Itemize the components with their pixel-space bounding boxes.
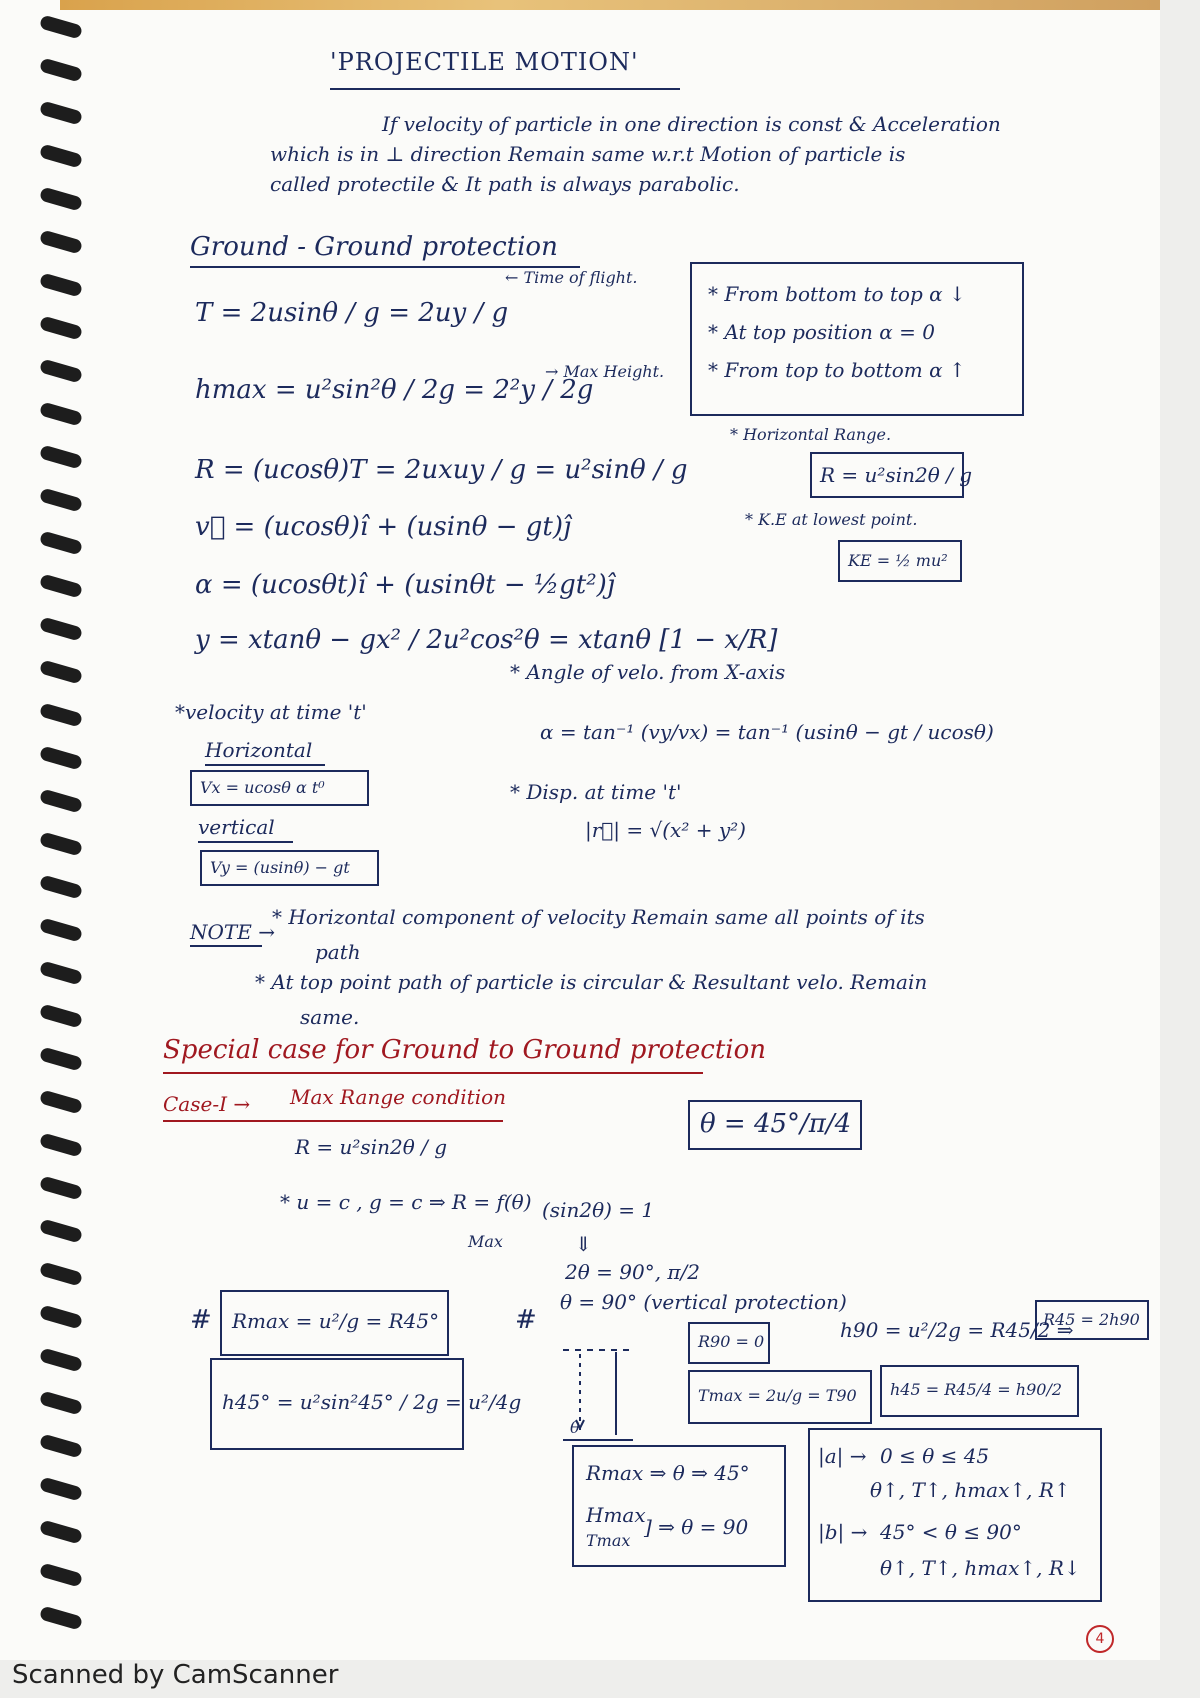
angle-cases-box (808, 1428, 1102, 1602)
binding-ring (39, 960, 83, 985)
section-heading: Ground - Ground protection (190, 232, 558, 262)
case-a-result: θ↑, T↑, hmax↑, R↑ (870, 1478, 1071, 1502)
binding-ring (39, 229, 83, 254)
r45-box (1035, 1300, 1149, 1340)
binding-ring (39, 444, 83, 469)
page-number: 4 (1086, 1625, 1114, 1653)
case-b-result: θ↑, T↑, hmax↑, R↓ (880, 1556, 1081, 1580)
case-a-label: |a| → (818, 1444, 867, 1468)
note-line: path (315, 940, 361, 964)
horizontal-label: Horizontal (205, 738, 313, 762)
case-b-label: |b| → (818, 1520, 868, 1544)
max-range-angle: θ = 45°/π/4 (700, 1109, 852, 1139)
horizontal-range-formula: R = u²sin2θ / g (820, 463, 972, 487)
max-height-note: → Max Height. (545, 362, 665, 381)
intro-line: If velocity of particle in one direction is const & Acceleration (382, 112, 1001, 136)
r45-formula: R45 = 2h90 (1043, 1310, 1140, 1329)
case1-title: Max Range condition (290, 1085, 507, 1109)
r90-box (688, 1322, 770, 1364)
ke-label: * K.E at lowest point. (745, 510, 918, 529)
case1-condition: * u = c , g = c ⇒ R = f(θ) (280, 1190, 532, 1214)
binding-ring (39, 143, 83, 168)
binding-ring (39, 917, 83, 942)
special-case-underline (163, 1072, 703, 1074)
h45-formula: h45° = u²sin²45° / 2g = u²/4g (222, 1390, 522, 1414)
summary-line: ] ⇒ θ = 90 (644, 1515, 749, 1539)
sin-equation: (sin2θ) = 1 (542, 1198, 655, 1222)
h45-vertical-box (880, 1365, 1079, 1417)
position-vector-formula: α = (ucosθt)î + (usinθt − ½gt²)ĵ (195, 570, 615, 600)
case-a-condition: 0 ≤ θ ≤ 45 (880, 1444, 990, 1468)
binding-ring (39, 874, 83, 899)
max-height-formula: hmax = u²sin²θ / 2g = 2²y / 2g (195, 375, 594, 405)
time-of-flight-formula: T = 2usinθ / g = 2uy / g (195, 298, 509, 328)
ke-formula: KE = ½ mu² (848, 551, 948, 570)
note-line: * Horizontal component of velocity Remain same all points of its (272, 905, 925, 929)
alpha-notes-box (690, 262, 1024, 416)
binding-ring (39, 1046, 83, 1071)
max-range-angle-box (688, 1100, 862, 1150)
angle-equation: 2θ = 90°, π/2 (565, 1260, 701, 1284)
binding-ring (39, 1175, 83, 1200)
case1-underline (163, 1120, 503, 1122)
binding-ring (39, 272, 83, 297)
intro-paragraph (270, 112, 1001, 196)
h45-vertical-formula: h45 = R45/4 = h90/2 (890, 1380, 1063, 1399)
horizontal-range-label: * Horizontal Range. (730, 425, 892, 444)
vertical-velocity-formula: Vy = (usinθ) − gt (210, 858, 350, 877)
theta-label: θ (570, 1418, 580, 1437)
rmax-formula: Rmax = u²/g = R45° (232, 1309, 440, 1333)
horizontal-range-box (810, 452, 972, 498)
trajectory-formula: y = xtanθ − gx² / 2u²cos²θ = xtanθ [1 − x/R] (195, 625, 778, 655)
rmax-box (220, 1290, 449, 1356)
binding-ring (39, 100, 83, 125)
binding-ring (39, 573, 83, 598)
range-formula: R = (ucosθ)T = 2uxuy / g = u²sinθ / g (195, 455, 688, 485)
binding-ring (39, 1476, 83, 1501)
ke-box (838, 540, 962, 582)
horizontal-velocity-box (190, 770, 369, 806)
binding-ring (39, 1132, 83, 1157)
case-b-condition: 45° < θ ≤ 90° (880, 1520, 1022, 1544)
binding-ring (39, 358, 83, 383)
binding-ring (39, 315, 83, 340)
horizontal-velocity-formula: Vx = ucosθ α t⁰ (200, 778, 325, 797)
down-arrow: ⇓ (575, 1232, 592, 1256)
max-label: Max (468, 1232, 503, 1251)
note-label-underline (190, 945, 262, 947)
case1-label: Case-I → (163, 1092, 251, 1116)
binding-ring (39, 1089, 83, 1114)
binding-ring (39, 1390, 83, 1415)
page-title: 'PROJECTILE MOTION' (330, 48, 639, 76)
r90-formula: R90 = 0 (698, 1332, 765, 1351)
summary-line: Rmax ⇒ θ ⇒ 45° (586, 1461, 750, 1485)
binding-ring (39, 1347, 83, 1372)
summary-box (572, 1445, 786, 1567)
displacement-heading: * Disp. at time 't' (510, 780, 682, 804)
alpha-note: * From bottom to top α ↓ (708, 282, 966, 306)
binding-ring (39, 1003, 83, 1028)
binding-ring (39, 1433, 83, 1458)
summary-line: Tmax (586, 1531, 631, 1550)
scanner-watermark: Scanned by CamScanner (12, 1660, 339, 1690)
binding-ring (39, 659, 83, 684)
binding-ring (39, 616, 83, 641)
velocity-vector-formula: v⃗ = (ucosθ)î + (usinθ − gt)ĵ (195, 512, 572, 542)
intro-line: which is in ⊥ direction Remain same w.r.t Motion of particle is (270, 142, 906, 166)
case1-range-formula: R = u²sin2θ / g (295, 1135, 447, 1159)
binding-ring (39, 530, 83, 555)
time-of-flight-note: ← Time of flight. (505, 268, 638, 287)
note-line: same. (300, 1005, 360, 1029)
alpha-note: * At top position α = 0 (708, 320, 936, 344)
summary-line: Hmax (586, 1503, 646, 1527)
alpha-note: * From top to bottom α ↑ (708, 358, 966, 382)
binding-ring (39, 186, 83, 211)
vertical-label-underline (198, 841, 293, 843)
angle-formula: α = tan⁻¹ (vy/vx) = tan⁻¹ (usinθ − gt / ucosθ) (540, 720, 994, 744)
displacement-formula: |r⃗| = √(x² + y²) (585, 818, 746, 842)
binding-ring (39, 831, 83, 856)
horizontal-label-underline (205, 764, 325, 766)
h45-box (210, 1358, 522, 1450)
velocity-at-time-heading: *velocity at time 't' (175, 700, 367, 724)
binding-ring (39, 57, 83, 82)
binding-ring (39, 1562, 83, 1587)
vertical-velocity-box (200, 850, 379, 886)
intro-line: called protectile & It path is always parabolic. (270, 172, 740, 196)
tmax-box (688, 1370, 872, 1424)
binding-ring (39, 1261, 83, 1286)
page-top-edge (60, 0, 1160, 10)
vertical-projection-heading: θ = 90° (vertical protection) (560, 1290, 847, 1314)
binding-ring (39, 788, 83, 813)
binding-ring (39, 14, 83, 39)
angle-heading: * Angle of velo. from X-axis (510, 660, 786, 684)
binding-ring (39, 401, 83, 426)
special-case-heading: Special case for Ground to Ground protection (163, 1035, 766, 1065)
hash-mark: # (190, 1305, 212, 1335)
hash-mark: # (515, 1305, 537, 1335)
binding-ring (39, 1218, 83, 1243)
note-line: * At top point path of particle is circular & Resultant velo. Remain (255, 970, 928, 994)
tmax-formula: Tmax = 2u/g = T90 (698, 1386, 857, 1405)
spiral-binding (40, 0, 90, 1650)
h90-formula: h90 = u²/2g = R45/2 ⇒ (840, 1318, 1074, 1342)
binding-ring (39, 745, 83, 770)
binding-ring (39, 1519, 83, 1544)
binding-ring (39, 702, 83, 727)
binding-ring (39, 1605, 83, 1630)
binding-ring (39, 1304, 83, 1329)
vertical-label: vertical (198, 815, 275, 839)
note-label: NOTE → (190, 920, 275, 944)
binding-ring (39, 487, 83, 512)
title-underline (330, 88, 680, 90)
